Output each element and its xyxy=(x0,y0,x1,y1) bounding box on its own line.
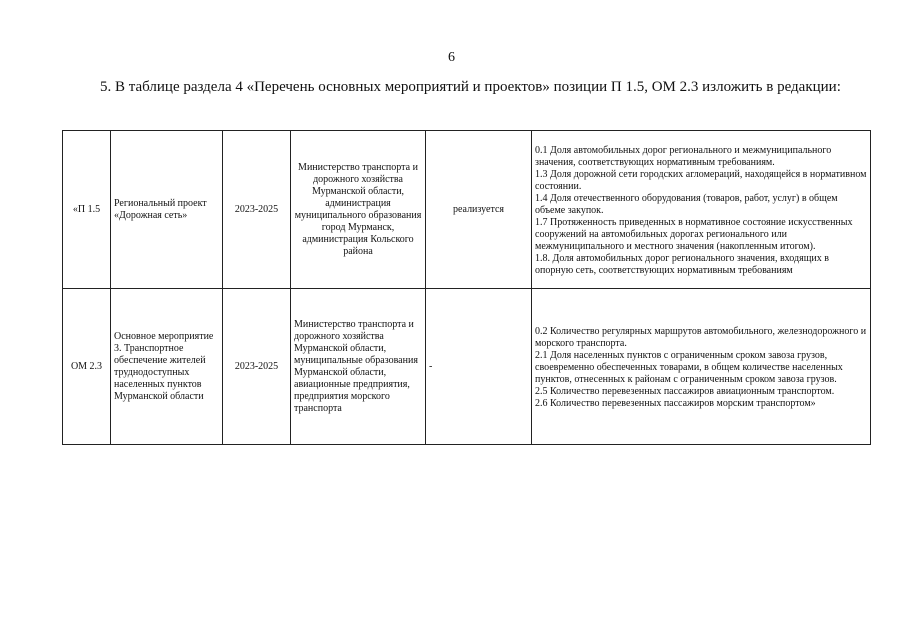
row-status: реализуется xyxy=(426,131,532,289)
indicator-item: 2.5 Количество перевезенных пассажиров авиационным транспортом. xyxy=(535,385,835,397)
row-code: «П 1.5 xyxy=(63,131,111,289)
table-row xyxy=(63,289,871,445)
row-period: 2023-2025 xyxy=(223,289,291,445)
row-executor: Министерство транспорта и дорожного хозяйства Мурманской области, муниципальные образования Мурманской области, авиационные предприятия, предприятия морского транспорта xyxy=(291,289,426,445)
indicator-item: 1.7 Протяженность приведенных в нормативное состояние искусственных сооружений на автомобильных дорогах регионального или межмуниципального и местного значения (накопленным итогом). xyxy=(535,216,853,252)
intro-paragraph xyxy=(62,78,848,97)
row-indicators xyxy=(532,289,871,445)
indicator-item: 1.3 Доля дорожной сети городских агломераций, находящейся в нормативном состоянии. xyxy=(535,168,867,192)
row-executor: Министерство транспорта и дорожного хозяйства Мурманской области, администрация муниципального образования город Мурманск, администрация Кольского района xyxy=(291,131,426,289)
table-row xyxy=(63,131,871,289)
indicator-item: 2.1 Доля населенных пунктов с ограниченным сроком завоза грузов, своевременно обеспеченных товарами, в общем количестве населенных пунктов, отнесенных к районам с ограниченным сроком завоза грузов. xyxy=(535,349,843,385)
indicator-item: 2.6 Количество перевезенных пассажиров морским транспортом» xyxy=(535,397,816,409)
row-indicators xyxy=(532,131,871,289)
row-status: - xyxy=(426,289,532,445)
measures-table xyxy=(62,130,871,445)
intro-text: 5. В таблице раздела 4 «Перечень основных мероприятий и проектов» позиции П 1.5, ОМ 2.3 изложить в редакции: xyxy=(100,79,841,95)
indicator-item: 1.8. Доля автомобильных дорог регионального значения, входящих в опорную сеть, соответствующих нормативным требованиям xyxy=(535,252,829,276)
indicator-item: 0.1 Доля автомобильных дорог регионального и межмуниципального значения, соответствующих нормативным требованиям. xyxy=(535,144,832,168)
page-number: 6 xyxy=(448,50,455,65)
row-period: 2023-2025 xyxy=(223,131,291,289)
row-code: ОМ 2.3 xyxy=(63,289,111,445)
indicator-item: 1.4 Доля отечественного оборудования (товаров, работ, услуг) в общем объеме закупок. xyxy=(535,192,838,216)
indicator-item: 0.2 Количество регулярных маршрутов автомобильного, железнодорожного и морского транспорта. xyxy=(535,325,867,349)
row-name: Основное мероприятие 3. Транспортное обеспечение жителей труднодоступных населенных пунктов Мурманской области xyxy=(111,289,223,445)
row-name: Региональный проект «Дорожная сеть» xyxy=(111,131,223,289)
